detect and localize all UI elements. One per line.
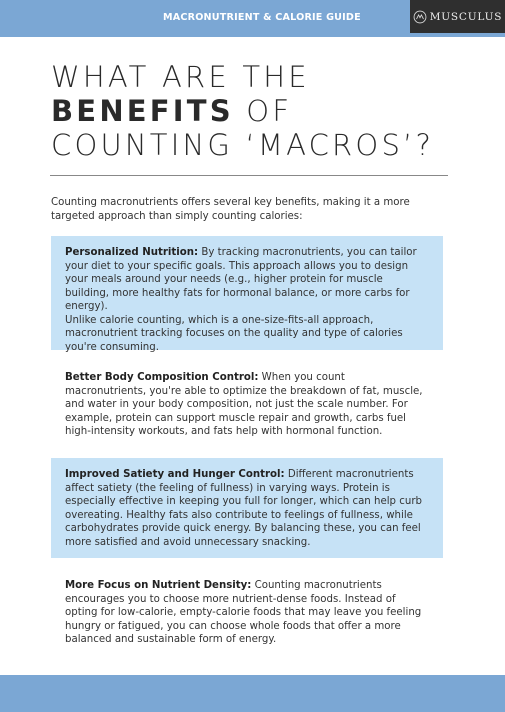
benefit-body: When you count macronutrients, you're able to optimize the breakdown of fat, muscle, and water in your body composition, not just the scale number. For example, protein can support muscle repair and growth, carbs fuel high-intensity workouts, and fats help with hormonal function. [65,372,423,437]
title-emphasis: BENEFITS [51,94,234,128]
benefit-extra: Unlike calorie counting, which is a one-size-fits-all approach, macronutrient tracking focuses on the quality and type of calories you're consuming. [65,314,403,353]
benefit-body: Different macronutrients affect satiety (the feeling of fullness) in varying ways. Protein is especially effective in keeping you full for longer, which can help curb overeating. Healthy fats also contribute to feelings of fullness, while carbohydrates provide quick energy. By balancing these, you can feel more satisfied and avoid unnecessary snacking. [65,469,422,548]
benefit-box-personalized-nutrition [51,236,443,353]
title-line-3: COUNTING ‘MACROS’? [51,128,435,162]
bottom-banner [0,675,505,712]
benefit-box-nutrient-density [51,576,443,648]
benefit-text [65,468,429,549]
benefit-text [65,246,429,314]
benefit-box-body-composition [51,368,443,440]
title-line-2-rest: OF [233,94,293,128]
benefit-text [65,579,429,647]
benefit-box-satiety [51,458,443,558]
intro-paragraph: Counting macronutrients offers several key benefits, making it a more targeted approach than simply counting calories: [51,197,410,222]
brand-logo [410,0,505,33]
benefit-title: Better Body Composition Control: [65,372,259,383]
benefit-title: Personalized Nutrition: [65,247,199,258]
page-title [51,60,481,162]
title-line-1: WHAT ARE THE [51,60,310,94]
benefit-body: By tracking macronutrients, you can tailor your diet to your specific goals. This approach allows you to design your meals around your needs (e.g., higher protein for muscle building, more healthy fats for hormonal balance, or more carbs for energy). [65,247,417,312]
benefit-title: Improved Satiety and Hunger Control: [65,469,285,480]
title-divider [50,175,448,176]
guide-title: MACRONUTRIENT & CALORIE GUIDE [163,12,361,23]
title-line-2 [51,94,481,128]
benefit-title: More Focus on Nutrient Density: [65,580,252,591]
logo-emblem-icon [413,10,427,24]
brand-name: MUSCULUS [429,10,503,23]
benefit-text [65,371,429,439]
benefit-body: Counting macronutrients encourages you to choose more nutrient-dense foods. Instead of opting for low-calorie, empty-calorie foods that may leave you feeling hungry or fatigued, you can choose whole foods that offer a more balanced and sustainable form of energy. [65,580,422,645]
